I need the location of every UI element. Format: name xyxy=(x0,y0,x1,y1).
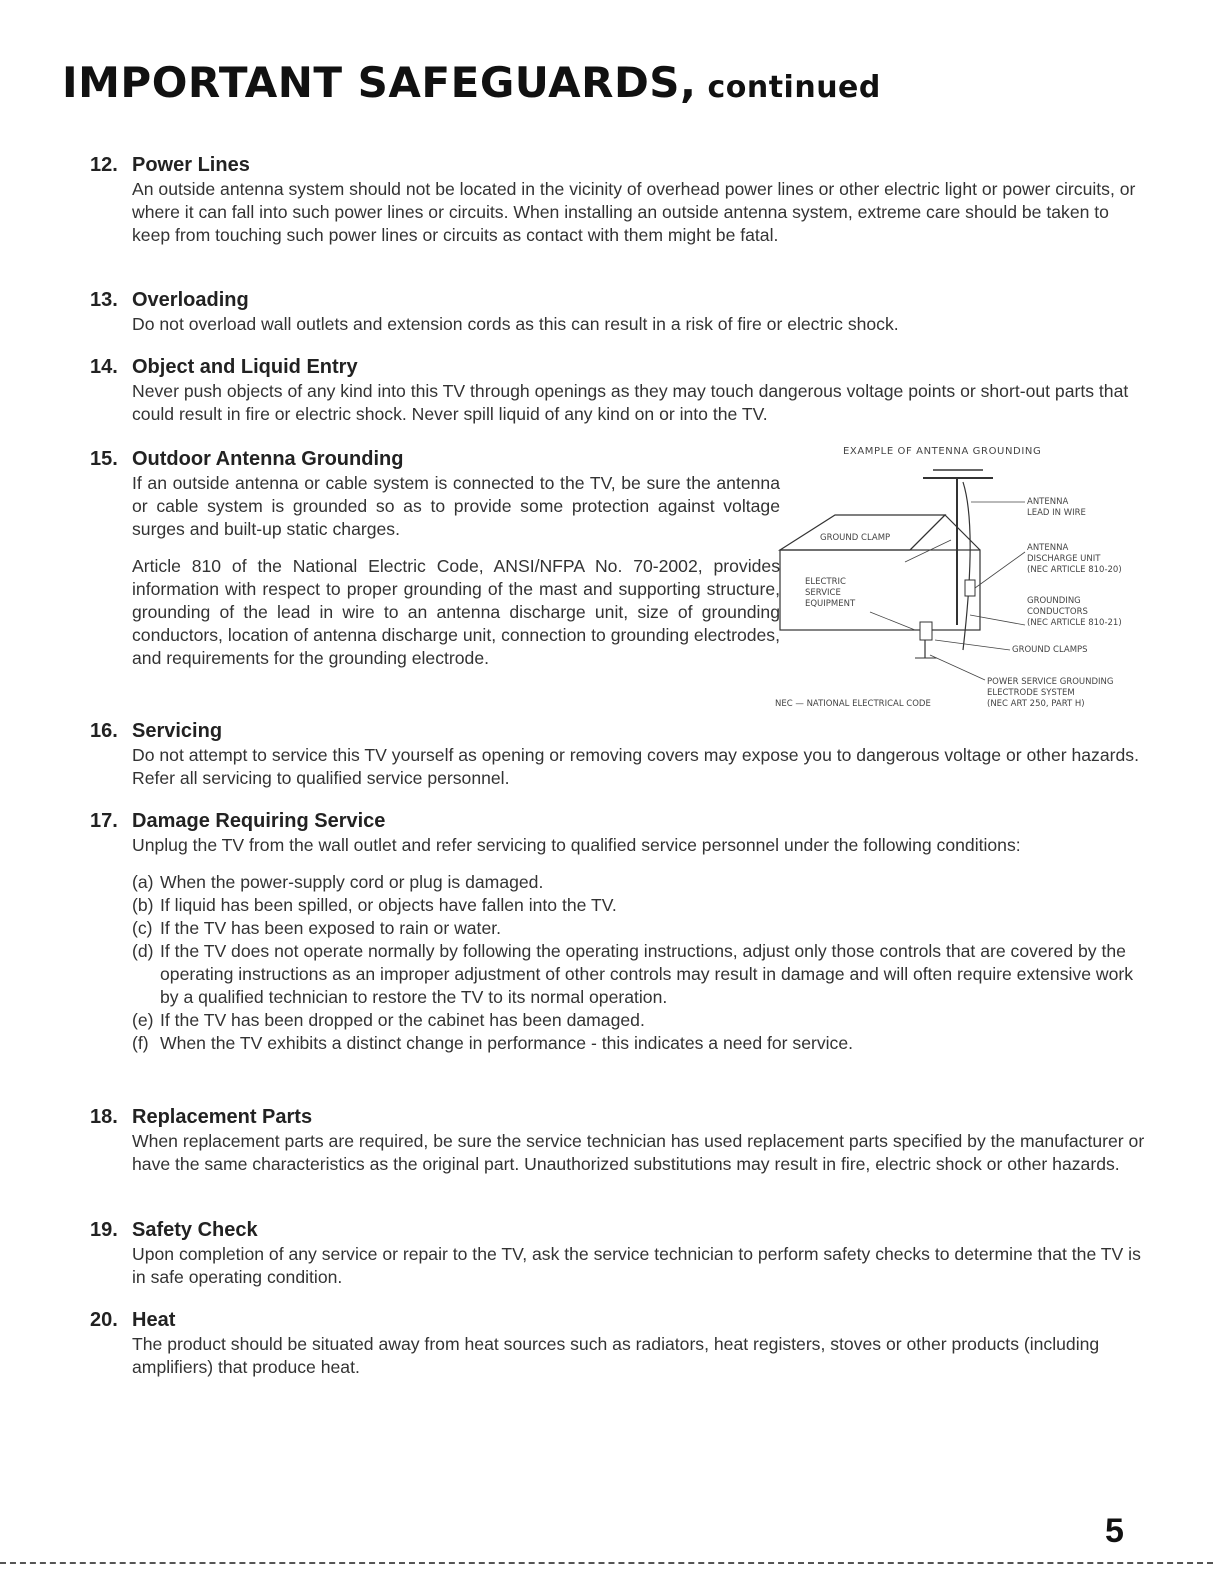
section-power-lines xyxy=(90,152,1150,247)
list-item xyxy=(132,1009,1150,1032)
section-text: If an outside antenna or cable system is connected to the TV, be sure the antenna or cable system is grounded so as to provide some protection against voltage surges and built-up static charges. xyxy=(132,473,780,539)
label-discharge-unit: DISCHARGE UNIT xyxy=(1027,554,1101,564)
section-title: Power Lines xyxy=(132,154,250,176)
section-text: When replacement parts are required, be sure the service technician has used replacement parts specified by the manufacturer or have the same characteristics as the original part. Unauthorized substitutions may result in fire, electric shock or other hazards. xyxy=(132,1131,1145,1174)
list-item xyxy=(132,940,1150,1009)
figure-title: EXAMPLE OF ANTENNA GROUNDING xyxy=(843,446,1042,457)
section-title: Servicing xyxy=(132,720,223,742)
label-conductors-article: (NEC ARTICLE 810-21) xyxy=(1027,618,1122,628)
label-power-service-grounding: POWER SERVICE GROUNDING xyxy=(987,677,1114,687)
section-text: Unplug the TV from the wall outlet and refer servicing to qualified service personnel under the following conditions: xyxy=(132,835,1021,855)
list-item-text: If liquid has been spilled, or objects have fallen into the TV. xyxy=(160,895,617,915)
section-heading xyxy=(90,354,1150,380)
section-number: 12. xyxy=(90,154,118,176)
section-heading xyxy=(90,446,780,472)
page-title xyxy=(62,58,881,107)
page-number: 5 xyxy=(1105,1512,1124,1550)
section-text-article: Article 810 of the National Electric Code, ANSI/NFPA No. 70-2002, provides information with respect to proper grounding of the mast and supporting structure, grounding of the lead in wire to an antenna discharge unit, size of grounding conductors, location of antenna discharge unit, connection to grounding electrodes, and requirements for the grounding electrode. xyxy=(132,556,780,668)
section-heading xyxy=(90,1104,1150,1130)
label-electrode-system: ELECTRODE SYSTEM xyxy=(987,688,1075,698)
leader-discharge xyxy=(975,552,1025,588)
label-discharge-article: (NEC ARTICLE 810-20) xyxy=(1027,565,1122,575)
label-equipment: EQUIPMENT xyxy=(805,599,856,609)
label-nec-note: NEC — NATIONAL ELECTRICAL CODE xyxy=(775,699,931,709)
title-continued: continued xyxy=(696,70,881,105)
leader-ground-clamp xyxy=(905,540,951,562)
list-item xyxy=(132,871,1150,894)
lead-in-wire xyxy=(963,482,970,650)
section-text: Upon completion of any service or repair to the TV, ask the service technician to perform safety checks to determine that the TV is in safe operating condition. xyxy=(132,1244,1141,1287)
label-antenna-lead-in: ANTENNA xyxy=(1027,497,1069,507)
label-electric: ELECTRIC xyxy=(805,577,846,587)
footer-rule xyxy=(0,1562,1213,1564)
section-text: Do not overload wall outlets and extension cords as this can result in a risk of fire or electric shock. xyxy=(132,314,899,334)
section-text: The product should be situated away from heat sources such as radiators, heat registers, stoves or other products (including amplifiers) that produce heat. xyxy=(132,1334,1100,1377)
leader-conductors xyxy=(970,615,1025,625)
list-item-label: (a) xyxy=(132,872,154,892)
list-item-label: (d) xyxy=(132,941,154,961)
section-text: Never push objects of any kind into this TV through openings as they may touch dangerous voltage points or short-out parts that could result in fire or electric shock. Never spill liquid of any kind on or into the TV. xyxy=(132,381,1129,424)
label-ground-clamps: GROUND CLAMPS xyxy=(1012,645,1088,655)
list-item-label: (f) xyxy=(132,1033,149,1053)
conditions-list xyxy=(132,871,1150,1055)
section-heading xyxy=(90,1307,1150,1333)
list-item xyxy=(132,1032,1150,1055)
list-item-label: (e) xyxy=(132,1010,154,1030)
list-item-text: If the TV has been exposed to rain or water. xyxy=(160,918,502,938)
list-item-text: If the TV has been dropped or the cabinet has been damaged. xyxy=(160,1010,645,1030)
antenna-grounding-svg xyxy=(775,440,1165,720)
section-number: 13. xyxy=(90,289,118,311)
section-outdoor-antenna-grounding xyxy=(90,446,780,670)
list-item-text: When the TV exhibits a distinct change in performance - this indicates a need for service. xyxy=(160,1033,854,1053)
section-servicing xyxy=(90,718,1150,790)
section-text: An outside antenna system should not be located in the vicinity of overhead power lines or other electric light or power circuits, or where it can fall into such power lines or circuits. When installing an outside antenna system, extreme care should be taken to keep from touching such power lines or circuits as contact with them might be fatal. xyxy=(132,179,1136,245)
label-service: SERVICE xyxy=(805,588,841,598)
leader-power-grounding xyxy=(930,655,985,680)
section-title: Replacement Parts xyxy=(132,1106,313,1128)
section-number: 18. xyxy=(90,1106,118,1128)
list-item xyxy=(132,917,1150,940)
label-power-article: (NEC ART 250, PART H) xyxy=(987,699,1085,709)
section-heading xyxy=(90,1217,1150,1243)
section-number: 19. xyxy=(90,1219,118,1241)
section-heading xyxy=(90,287,1150,313)
list-item xyxy=(132,894,1150,917)
list-item-label: (c) xyxy=(132,918,153,938)
section-object-liquid-entry xyxy=(90,354,1150,426)
section-title: Safety Check xyxy=(132,1219,258,1241)
title-main: IMPORTANT SAFEGUARDS, xyxy=(62,58,697,107)
leader-ground-clamps xyxy=(935,640,1010,650)
section-title: Heat xyxy=(132,1309,176,1331)
section-heading xyxy=(90,808,1150,834)
section-safety-check xyxy=(90,1217,1150,1289)
section-number: 14. xyxy=(90,356,118,378)
section-title: Outdoor Antenna Grounding xyxy=(132,448,404,470)
list-item-text: When the power-supply cord or plug is damaged. xyxy=(160,872,544,892)
label-antenna-discharge: ANTENNA xyxy=(1027,543,1069,553)
section-replacement-parts xyxy=(90,1104,1150,1176)
section-heat xyxy=(90,1307,1150,1379)
section-heading xyxy=(90,718,1150,744)
label-grounding: GROUNDING xyxy=(1027,596,1081,606)
section-heading xyxy=(90,152,1150,178)
section-overloading xyxy=(90,287,1150,336)
section-title: Object and Liquid Entry xyxy=(132,356,358,378)
label-conductors: CONDUCTORS xyxy=(1027,607,1088,617)
discharge-unit xyxy=(965,580,975,596)
section-number: 15. xyxy=(90,448,118,470)
leader-service-equipment xyxy=(870,612,915,630)
section-number: 16. xyxy=(90,720,118,742)
section-number: 20. xyxy=(90,1309,118,1331)
section-title: Damage Requiring Service xyxy=(132,810,386,832)
section-damage-requiring-service xyxy=(90,808,1150,1055)
list-item-text: If the TV does not operate normally by following the operating instructions, adjust only those controls that are covered by the operating instructions as an improper adjustment of other controls may result in damage and will often require extensive work by a qualified technician to restore the TV to its normal operation. xyxy=(160,941,1134,1007)
electric-service-box xyxy=(920,622,932,640)
list-item-label: (b) xyxy=(132,895,154,915)
antenna-grounding-diagram xyxy=(775,440,1165,720)
section-text: Do not attempt to service this TV yourself as opening or removing covers may expose you to dangerous voltage or other hazards. Refer all servicing to qualified service personnel. xyxy=(132,745,1139,788)
section-number: 17. xyxy=(90,810,118,832)
section-title: Overloading xyxy=(132,289,249,311)
label-antenna-lead-in-wire: LEAD IN WIRE xyxy=(1027,508,1086,518)
label-ground-clamp: GROUND CLAMP xyxy=(820,533,891,543)
